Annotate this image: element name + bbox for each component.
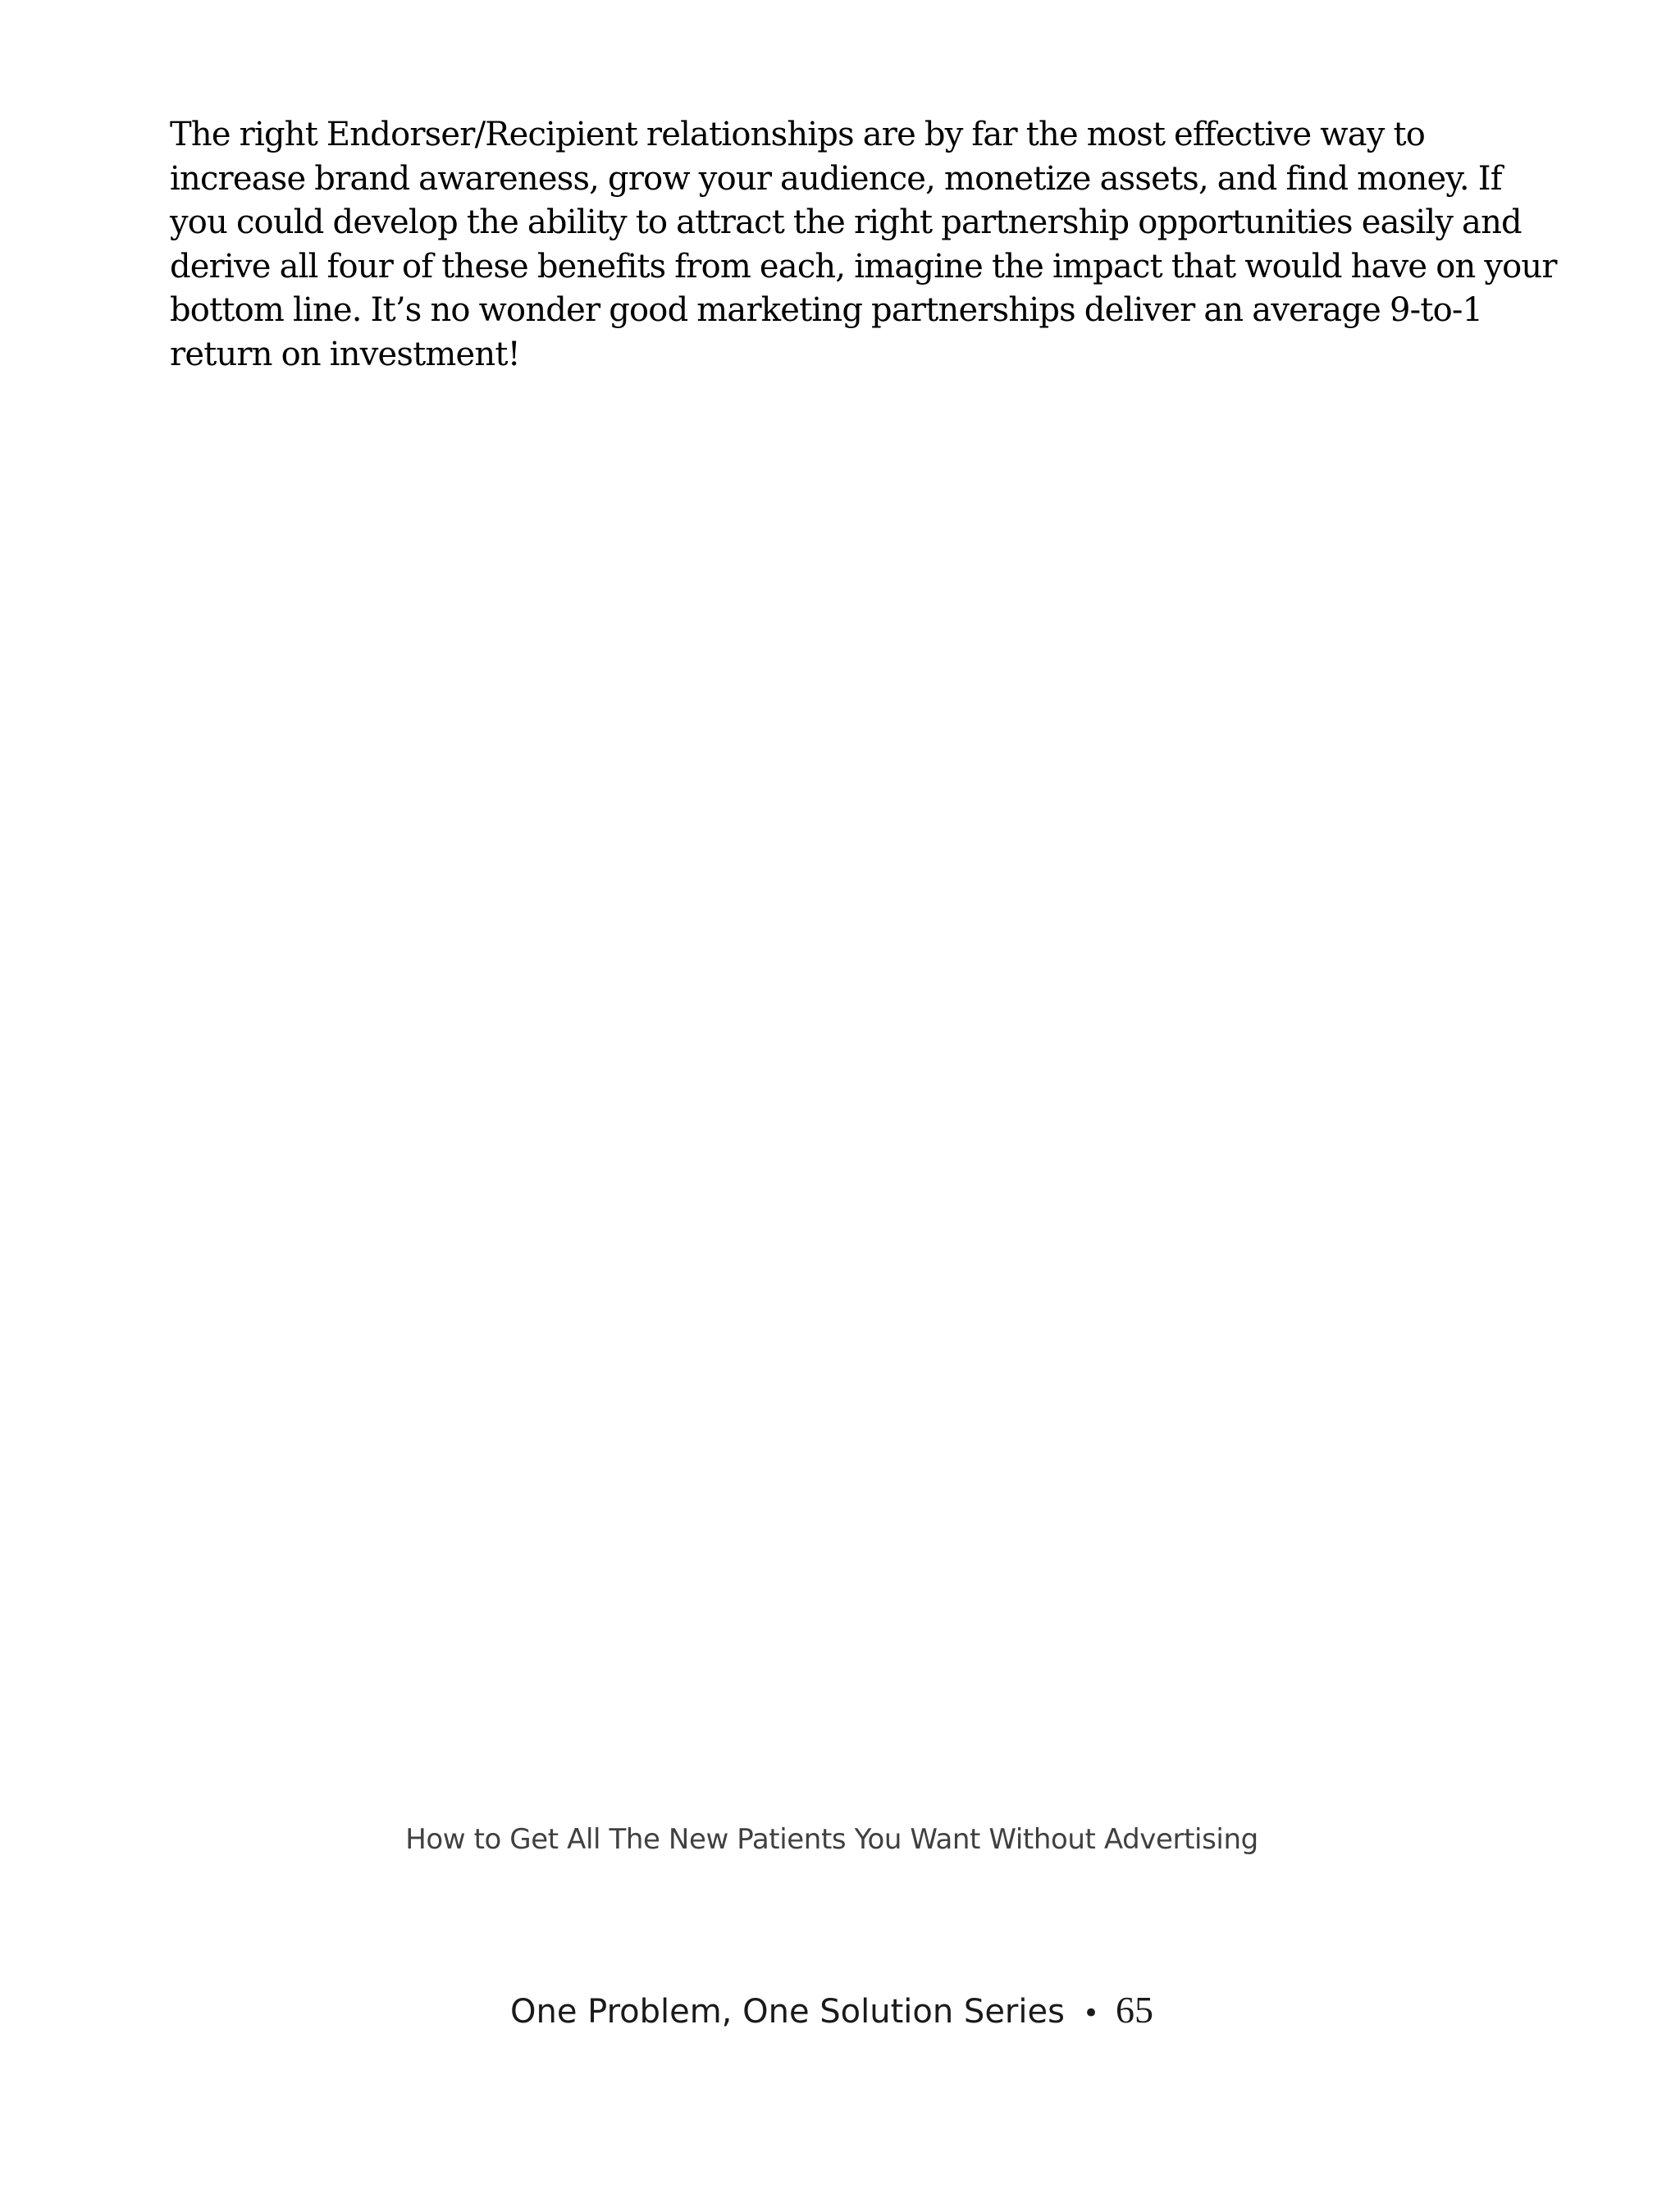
- bullet-separator: •: [1082, 1997, 1100, 2030]
- paragraph-line: return on investment!: [170, 335, 520, 373]
- paragraph-line: increase brand awareness, grow your audience, monetize assets, and find money. If: [170, 159, 1502, 198]
- paragraph-line: derive all four of these benefits from each, imagine the impact that would have on your: [170, 247, 1557, 286]
- page-number: 65: [1116, 1989, 1154, 2031]
- series-title: One Problem, One Solution Series: [509, 1993, 1065, 2031]
- page-footer: [0, 1987, 1664, 2036]
- paragraph-line: bottom line. It’s no wonder good marketing partnerships deliver an average 9-to-1: [170, 291, 1483, 329]
- paragraph-line: you could develop the ability to attract the right partnership opportunities easily and: [170, 203, 1522, 241]
- book-title: How to Get All The New Patients You Want Without Advertising: [405, 1823, 1258, 1856]
- paragraph-line: The right Endorser/Recipient relationships are by far the most effective way to: [170, 116, 1426, 153]
- body-paragraph: [170, 113, 1581, 377]
